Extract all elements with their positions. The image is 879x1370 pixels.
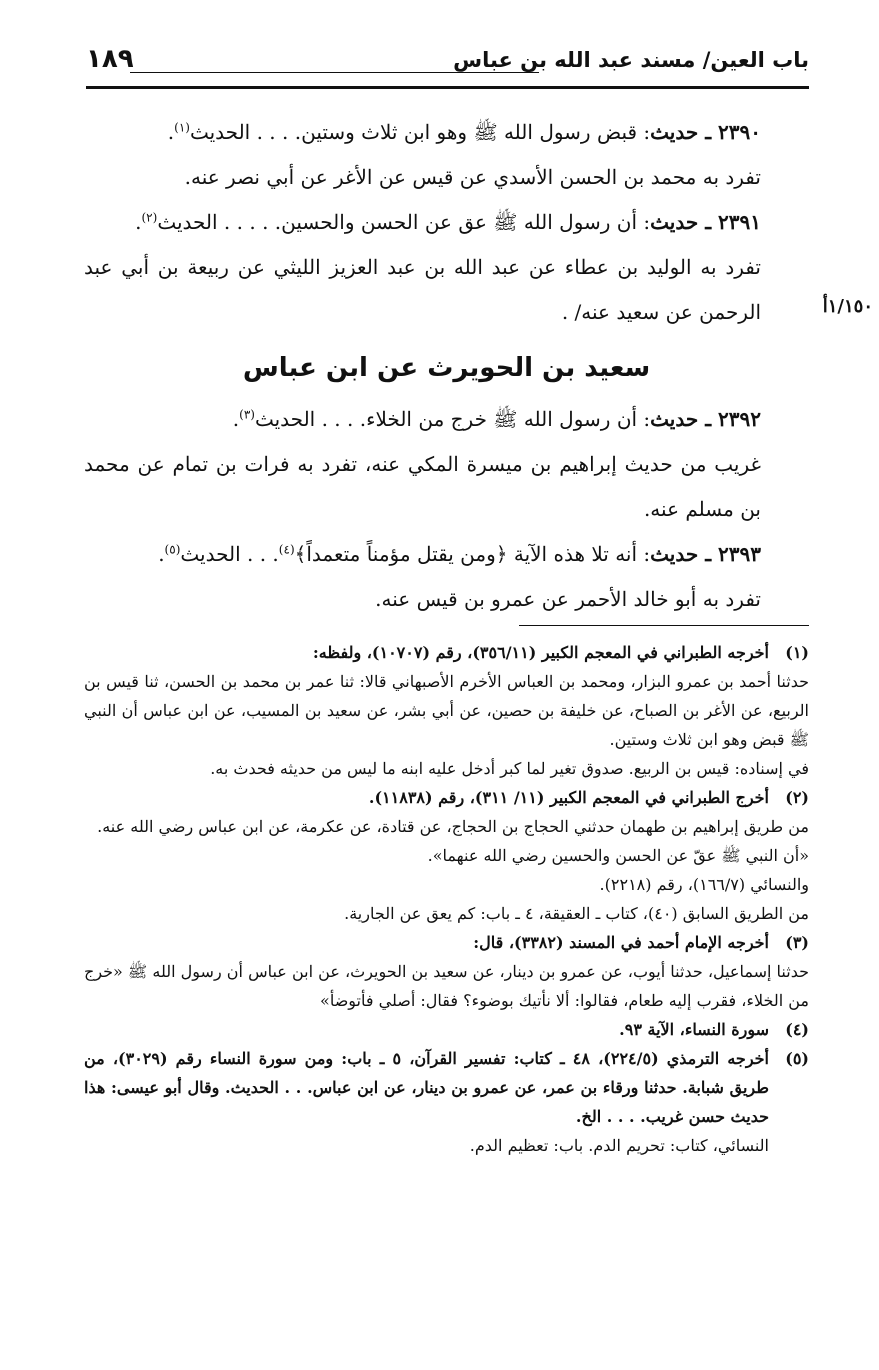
footnote-ref: (٣) (239, 407, 255, 422)
commentary-2392: غريب من حديث إبراهيم بن ميسرة المكي عنه، تفرد به فرات بن تمام عن محمد بن مسلم عنه. (84, 452, 761, 521)
footnote-text: حدثنا أحمد بن عمرو البزار، ومحمد بن العباس الأخرم الأصبهاني قالا: ثنا عمر بن محمد بن الحسن، ثنا قيس بن الربيع، عن الأغر بن الصباح، عن خليفة بن حصين، عن أبي بشر، عن سعيد بن المسيب، عن ابن عباس أن النبي ﷺ قبض وهو ابن ثلاث وستين. (84, 672, 810, 749)
footnote-number: (٣) (785, 933, 809, 952)
hadith-text-cont: . . . الحديث (180, 542, 279, 566)
footnote-ref: (٥) (164, 542, 181, 557)
page-number: ١٨٩ (86, 44, 134, 74)
footnote-lead: أخرجه الطبراني في المعجم الكبير (٣٥٦/١١)، رقم (١٠٧٠٧)، ولفظه: (312, 643, 769, 662)
header-underline (130, 72, 539, 73)
footnote-text: «أن النبي ﷺ عقّ عن الحسن والحسين رضي الله عنهما». (427, 846, 809, 865)
footnote-ref: (١) (174, 120, 190, 135)
hadith-end: . (135, 210, 142, 234)
footnote-body (84, 783, 769, 812)
hadith-end: . (167, 120, 175, 144)
manuscript-folio-ref: ١/١٥٠أ (822, 296, 873, 317)
footnote-text: في إسناده: قيس بن الربيع. صدوق تغير لما كبر أدخل عليه ابنه ما ليس من حديثه فحدث به. (210, 759, 809, 778)
footnote-5 (84, 1044, 809, 1160)
footnote-body (84, 638, 769, 667)
footnote-lead: أخرج الطبراني في المعجم الكبير (١١/ ٣١١)، رقم (١١٨٣٨). (368, 788, 769, 807)
footnote-number: (١) (785, 643, 809, 662)
footnotes-separator (519, 625, 809, 626)
footnote-lead: سورة النساء، الآية ٩٣. (619, 1020, 769, 1039)
footnote-text: من الطريق السابق (٤٠)، كتاب ـ العقيقة، ٤ ـ باب: كم يعق عن الجارية. (344, 904, 809, 923)
footnote-ref: (٢) (141, 210, 158, 225)
section-title: سعيد بن الحويرث عن ابن عباس (242, 353, 651, 383)
hadith-2391 (84, 200, 809, 245)
footnote-lead: أخرجه الترمذي (٢٢٤/٥)، ٤٨ ـ كتاب: تفسير القرآن، ٥ ـ باب: ومن سورة النساء رقم (٣٠٢٩)، من طريق شبابة. حدثنا ورقاء بن عمر، عن عمرو بن دينار، عن ابن عباس. . . الحديث. وقال أبو عيسى: هذا حديث حسن غريب. . . . الخ. (84, 1049, 769, 1126)
hadith-label: حديث (650, 210, 699, 234)
footnote-number: (٥) (785, 1049, 809, 1068)
footnote-text: النسائي، كتاب: تحريم الدم. باب: تعظيم الدم. (469, 1136, 769, 1155)
header-rule (86, 86, 809, 89)
hadith-separator: ـ (698, 407, 719, 431)
hadith-number: ٢٣٩١ (718, 210, 761, 234)
hadith-label: حديث (650, 542, 699, 566)
hadith-text: : أنه تلا هذه الآية ﴿ومن يقتل مؤمناً متعمداً﴾ (294, 542, 651, 566)
hadith-number: ٢٣٩٢ (718, 407, 761, 431)
hadith-2393 (84, 532, 809, 577)
footnote-text: حدثنا إسماعيل، حدثنا أيوب، عن عمرو بن دينار، عن سعيد بن الحويرث، عن ابن عباس أن رسول الله ﷺ «خرج من الخلاء، فقرب إليه طعام، فقالوا: ألا نأتيك بوضوء؟ فقال: أصلي فأتوضأ» (84, 962, 809, 1010)
footnote-4 (84, 1015, 809, 1044)
footnote-2 (84, 783, 809, 812)
footnote-body (84, 1015, 769, 1044)
footnote-3 (84, 928, 809, 957)
hadith-end: . (232, 407, 240, 431)
footnotes (84, 638, 809, 1160)
hadith-text: : أن رسول الله ﷺ خرج من الخلاء. . . . الحديث (254, 407, 651, 431)
footnote-number: (٤) (785, 1020, 809, 1039)
footnote-1 (84, 638, 809, 667)
commentary-2390: تفرد به محمد بن الحسن الأسدي عن قيس عن الأغر عن أبي نصر عنه. (184, 165, 761, 189)
hadith-label: حديث (650, 407, 699, 431)
main-text (84, 110, 809, 622)
hadith-separator: ـ (698, 210, 719, 234)
commentary-2391: تفرد به الوليد بن عطاء عن عبد الله بن عبد العزيز الليثي عن ربيعة بن أبي عبد الرحمن عن سعيد عنه/ . (84, 255, 761, 324)
footnote-lead: أخرجه الإمام أحمد في المسند (٣٣٨٢)، قال: (473, 933, 769, 952)
hadith-number: ٢٣٩٣ (718, 542, 761, 566)
footnote-number: (٢) (785, 788, 809, 807)
hadith-separator: ـ (698, 542, 719, 566)
hadith-end: . (158, 542, 165, 566)
hadith-text: : قبض رسول الله ﷺ وهو ابن ثلاث وستين. . . . الحديث (189, 120, 651, 144)
footnote-text: والنسائي (١٦٦/٧)، رقم (٢٢١٨). (599, 875, 809, 894)
running-header (86, 44, 809, 84)
footnote-body (84, 1044, 769, 1160)
footnote-body (84, 928, 769, 957)
hadith-number: ٢٣٩٠ (718, 120, 761, 144)
hadith-2390 (84, 110, 809, 155)
running-title: باب العين/ مسند عبد الله بن عباس (453, 48, 809, 72)
hadith-label: حديث (650, 120, 699, 144)
commentary-2393: تفرد به أبو خالد الأحمر عن عمرو بن قيس عنه. (375, 587, 761, 611)
footnote-ref: (٤) (278, 542, 295, 557)
hadith-text: : أن رسول الله ﷺ عق عن الحسن والحسين. . . . . الحديث (157, 210, 651, 234)
hadith-2392 (84, 397, 809, 442)
footnote-text: من طريق إبراهيم بن طهمان حدثني الحجاج بن الحجاج، عن قتادة، عن عكرمة، عن ابن عباس رضي الله عنه. (97, 817, 809, 836)
hadith-separator: ـ (698, 120, 719, 144)
